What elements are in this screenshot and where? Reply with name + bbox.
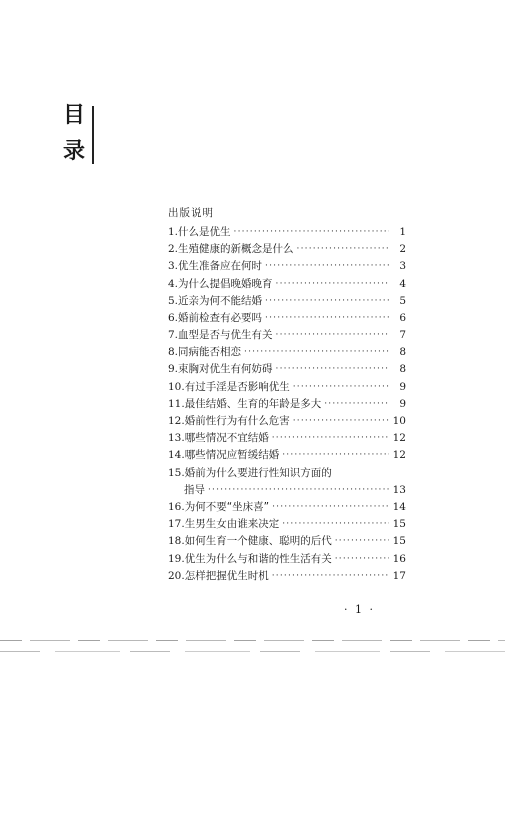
toc-entry-page: 8	[399, 363, 406, 376]
toc-entry-page: 8	[399, 346, 406, 359]
toc-entry-title: 怎样把握优生时机	[184, 569, 269, 582]
toc-entry[interactable]	[168, 430, 406, 447]
toc-leader-dots	[208, 482, 389, 499]
page-title	[60, 98, 88, 170]
toc-leader-dots	[282, 447, 389, 464]
toc-entry-title: 生男生女由谁来决定	[184, 518, 280, 531]
toc-entry[interactable]	[168, 482, 406, 499]
toc-entry-number: 2.	[168, 243, 179, 256]
page-number: · 1 ·	[344, 603, 375, 616]
toc-leader-dots	[276, 327, 389, 344]
toc-entry-page: 14	[392, 500, 406, 513]
toc-heading: 出版说明	[168, 207, 214, 219]
toc-entry[interactable]	[168, 258, 406, 275]
toc-entry[interactable]	[168, 568, 406, 585]
toc-entry-page: 6	[399, 311, 406, 324]
toc-entry-title: 优生准备应在何时	[178, 260, 263, 273]
toc-entry-title: 同病能否相恋	[178, 346, 242, 359]
toc-list	[168, 224, 406, 585]
toc-entry[interactable]	[168, 379, 406, 396]
toc-entry-title: 婚前性行为有什么危害	[184, 415, 290, 428]
toc-entry-number: 15.	[168, 466, 185, 479]
toc-leader-dots	[276, 276, 389, 293]
toc-leader-dots	[234, 224, 389, 241]
toc-entry-number: 17.	[168, 518, 185, 531]
scan-artifact-line	[0, 651, 505, 652]
toc-entry-page: 7	[399, 329, 406, 342]
toc-leader-dots	[265, 310, 389, 327]
toc-entry-number: 13.	[168, 432, 185, 445]
toc-entry-page: 10	[392, 415, 406, 428]
toc-entry[interactable]	[168, 276, 406, 293]
toc-entry-number: 12.	[168, 415, 185, 428]
toc-entry-title: 有过手淫是否影响优生	[184, 380, 290, 393]
page-title-char-1: 目	[62, 103, 85, 128]
toc-entry-page: 13	[392, 483, 406, 496]
toc-entry-title: 近亲为何不能结婚	[178, 294, 263, 307]
toc-entry-page: 15	[392, 535, 406, 548]
toc-entry-title: 最佳结婚、生育的年龄是多大	[184, 397, 322, 410]
toc-entry[interactable]	[168, 293, 406, 310]
toc-entry-title: 束胸对优生有何妨碍	[178, 363, 273, 376]
toc-entry-title: 婚前为什么要进行性知识方面的	[184, 466, 332, 479]
toc-entry-title: 血型是否与优生有关	[178, 329, 273, 342]
toc-entry[interactable]	[168, 396, 406, 413]
toc-entry[interactable]	[168, 533, 406, 550]
toc-leader-dots	[272, 430, 389, 447]
toc-entry-page: 16	[392, 552, 406, 565]
toc-entry-number: 1.	[168, 225, 179, 238]
toc-entry-title: 生殖健康的新概念是什么	[178, 243, 294, 256]
toc-entry-number: 5.	[168, 294, 179, 307]
toc-entry-page: 2	[399, 243, 406, 256]
toc-leader-dots	[244, 344, 389, 361]
toc-entry-number: 6.	[168, 311, 179, 324]
toc-entry[interactable]	[168, 241, 406, 258]
page-title-char-2: 录	[62, 139, 85, 164]
toc-entry-number: 14.	[168, 449, 185, 462]
toc-entry-number: 11.	[168, 397, 185, 410]
toc-entry-title: 哪些情况应暂缓结婚	[184, 449, 280, 462]
toc-entry[interactable]	[168, 499, 406, 516]
toc-leader-dots	[297, 241, 389, 258]
toc-leader-dots	[265, 258, 389, 275]
toc-entry-number: 10.	[168, 380, 185, 393]
toc-entry-number: 20.	[168, 569, 185, 582]
toc-leader-dots	[265, 293, 389, 310]
toc-leader-dots	[282, 516, 389, 533]
toc-entry[interactable]	[168, 344, 406, 361]
toc-entry-title: 什么是优生	[178, 225, 231, 238]
toc-entry-number: 19.	[168, 552, 185, 565]
toc-entry[interactable]	[168, 362, 406, 379]
toc-entry-title: 指导	[184, 483, 205, 496]
toc-leader-dots	[324, 396, 389, 413]
toc-entry-page: 3	[399, 260, 406, 273]
toc-leader-dots	[293, 413, 389, 430]
toc-leader-dots	[276, 361, 389, 378]
toc-entry[interactable]	[168, 465, 406, 482]
toc-entry-number: 8.	[168, 346, 179, 359]
toc-leader-dots	[335, 533, 389, 550]
toc-entry-page: 9	[399, 397, 406, 410]
title-divider	[92, 106, 94, 164]
toc-leader-dots	[272, 499, 389, 516]
toc-entry-number: 18.	[168, 535, 185, 548]
toc-entry-page: 4	[399, 277, 406, 290]
toc-entry-title: 为什么提倡晚婚晚育	[178, 277, 273, 290]
toc-entry[interactable]	[168, 310, 406, 327]
toc-entry-number: 3.	[168, 260, 179, 273]
toc-entry[interactable]	[168, 327, 406, 344]
toc-entry[interactable]	[168, 551, 406, 568]
toc-entry[interactable]	[168, 413, 406, 430]
toc-entry-title: 婚前检查有必要吗	[178, 311, 263, 324]
toc-entry-number: 7.	[168, 329, 179, 342]
toc-entry-page: 17	[392, 569, 406, 582]
toc-entry-number: 16.	[168, 500, 185, 513]
toc-entry-page: 12	[392, 449, 406, 462]
toc-entry-number: 4.	[168, 277, 179, 290]
toc-entry[interactable]	[168, 224, 406, 241]
toc-entry[interactable]	[168, 516, 406, 533]
table-of-contents	[168, 204, 406, 585]
toc-entry-title: 为何不要“坐床喜”	[184, 500, 270, 513]
toc-entry-number: 9.	[168, 363, 179, 376]
toc-entry-page: 1	[399, 225, 406, 238]
toc-entry-title: 如何生育一个健康、聪明的后代	[184, 535, 332, 548]
toc-leader-dots	[272, 568, 389, 585]
toc-entry[interactable]	[168, 447, 406, 464]
toc-entry-page: 9	[399, 380, 406, 393]
toc-entry-title: 哪些情况不宜结婚	[184, 432, 269, 445]
toc-entry-page: 12	[392, 432, 406, 445]
toc-leader-dots	[293, 379, 389, 396]
scan-artifact-line	[0, 640, 505, 641]
toc-entry-title: 优生为什么与和谐的性生活有关	[184, 552, 332, 565]
toc-leader-dots	[335, 551, 389, 568]
toc-entry-page: 15	[392, 518, 406, 531]
toc-entry-page: 5	[399, 294, 406, 307]
